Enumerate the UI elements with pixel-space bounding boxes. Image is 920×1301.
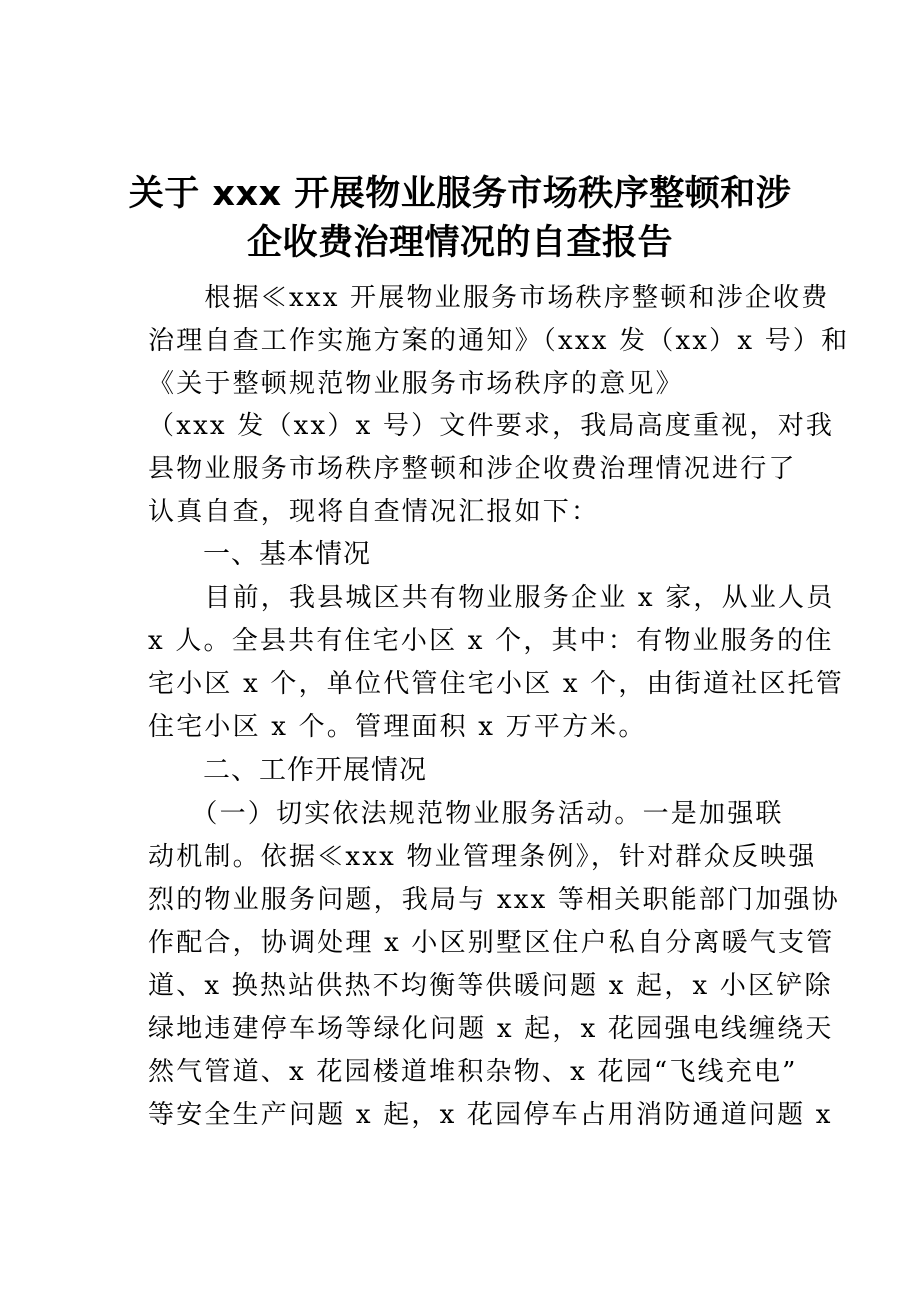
body-line: 动机制。依据≪xxx 物业管理条例》，针对群众反映强	[148, 842, 817, 872]
body-line: 然气管道、x 花园楼道堆积杂物、x 花园“飞线充电”	[148, 1057, 798, 1087]
body-line: 住宅小区 x 个。管理面积 x 万平方米。	[148, 712, 647, 742]
body-line: 宅小区 x 个，单位代管住宅小区 x 个，由街道社区托管	[148, 669, 844, 699]
section-heading-basic-situation: 一、基本情况	[203, 539, 371, 570]
body-line: 绿地违建停车场等绿化问题 x 起，x 花园强电线缠绕天	[148, 1014, 834, 1044]
body-line: 等安全生产问题 x 起，x 花园停车占用消防通道问题 x	[148, 1100, 833, 1130]
intro-line: 认真自查，现将自查情况汇报如下：	[148, 497, 600, 527]
intro-line: 《关于整顿规范物业服务市场秩序的意见》	[148, 369, 684, 399]
document-title-line-1: 关于 xxx 开展物业服务市场秩序整顿和涉	[128, 174, 792, 214]
section-heading-work-progress: 二、工作开展情况	[203, 755, 427, 786]
body-line: 烈的物业服务问题，我局与 xxx 等相关职能部门加强协	[148, 885, 840, 915]
body-line: x 人。全县共有住宅小区 x 个，其中：有物业服务的住	[148, 626, 834, 656]
intro-line: （xxx 发（xx）x 号）文件要求，我局高度重视，对我	[148, 411, 835, 441]
intro-line: 县物业服务市场秩序整顿和涉企收费治理情况进行了	[148, 454, 797, 484]
intro-line: 根据≪xxx 开展物业服务市场秩序整顿和涉企收费	[148, 283, 830, 313]
body-line: 道、x 换热站供热不均衡等供暖问题 x 起，x 小区铲除	[148, 971, 833, 1001]
body-line: 目前，我县城区共有物业服务企业 x 家，从业人员	[148, 583, 835, 613]
body-line: （一）切实依法规范物业服务活动。一是加强联	[148, 799, 784, 829]
document-title-line-2: 企收费治理情况的自查报告	[246, 223, 673, 263]
body-line: 作配合，协调处理 x 小区别墅区住户私自分离暖气支管	[148, 928, 835, 958]
intro-line: 治理自查工作实施方案的通知》（xxx 发（xx）x 号）和	[148, 326, 850, 356]
